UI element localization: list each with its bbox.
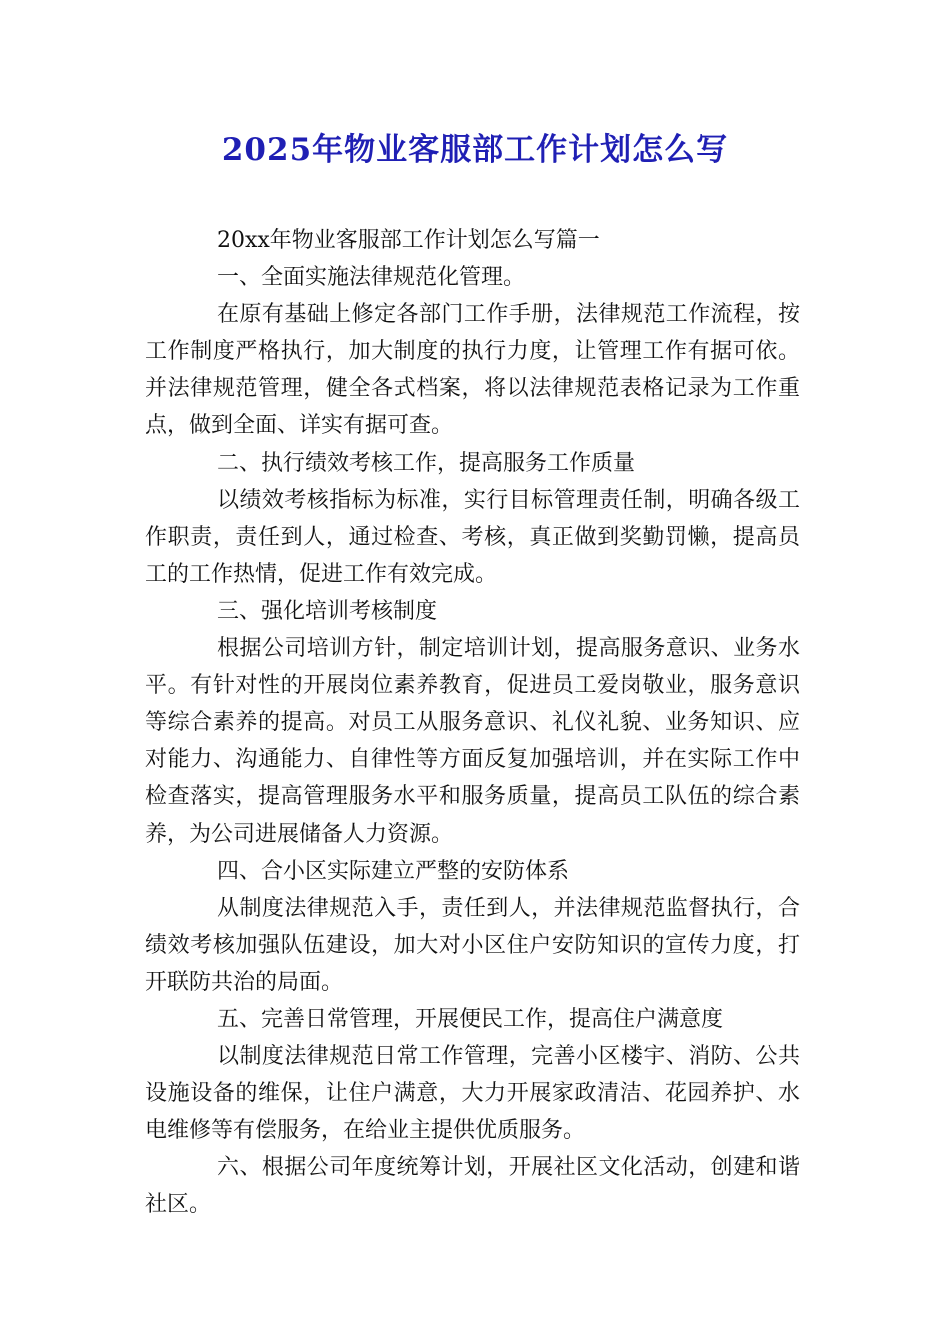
section-heading-1: 一、全面实施法律规范化管理。 [217,265,526,291]
section-body-4: 从制度法律规范入手，责任到人，并法律规范监督执行，合绩效考核加强队伍建设，加大对小区住户安防知识的宣传力度，打开联防共治的局面。 [145,895,800,995]
document-body [145,222,800,1224]
section-body-5: 以制度法律规范日常工作管理，完善小区楼宇、消防、公共设施设备的维保，让住户满意，大力开展家政清洁、花园养护、水电维修等有偿服务，在给业主提供优质服务。 [145,1044,800,1144]
section-body-1: 在原有基础上修定各部门工作手册，法律规范工作流程，按工作制度严格执行，加大制度的执行力度，让管理工作有据可依。并法律规范管理，健全各式档案，将以法律规范表格记录为工作重点，做到全面、详实有据可查。 [145,302,800,439]
section-heading-2: 二、执行绩效考核工作，提高服务工作质量 [217,450,636,476]
paragraph-heading: 20xx年物业客服部工作计划怎么写篇一 [217,228,600,253]
section-heading-3: 三、强化培训考核制度 [217,598,438,624]
section-heading-4: 四、合小区实际建立严整的安防体系 [217,858,570,884]
section-body-2: 以绩效考核指标为标准，实行目标管理责任制，明确各级工作职责，责任到人，通过检查、考核，真正做到奖勤罚懒，提高员工的工作热情，促进工作有效完成。 [145,487,800,587]
document-title: 2025年物业客服部工作计划怎么写 [221,132,729,168]
section-heading-6: 六、根据公司年度统筹计划，开展社区文化活动，创建和谐社区。 [145,1155,800,1218]
section-body-3: 根据公司培训方针，制定培训计划，提高服务意识、业务水平。有针对性的开展岗位素养教育，促进员工爱岗敬业，服务意识等综合素养的提高。对员工从服务意识、礼仪礼貌、业务知识、应对能力、沟通能力、自律性等方面反复加强培训，并在实际工作中检查落实，提高管理服务水平和服务质量，提高员工队伍的综合素养，为公司进展储备人力资源。 [145,636,800,847]
section-heading-5: 五、完善日常管理，开展便民工作，提高住户满意度 [217,1006,724,1032]
